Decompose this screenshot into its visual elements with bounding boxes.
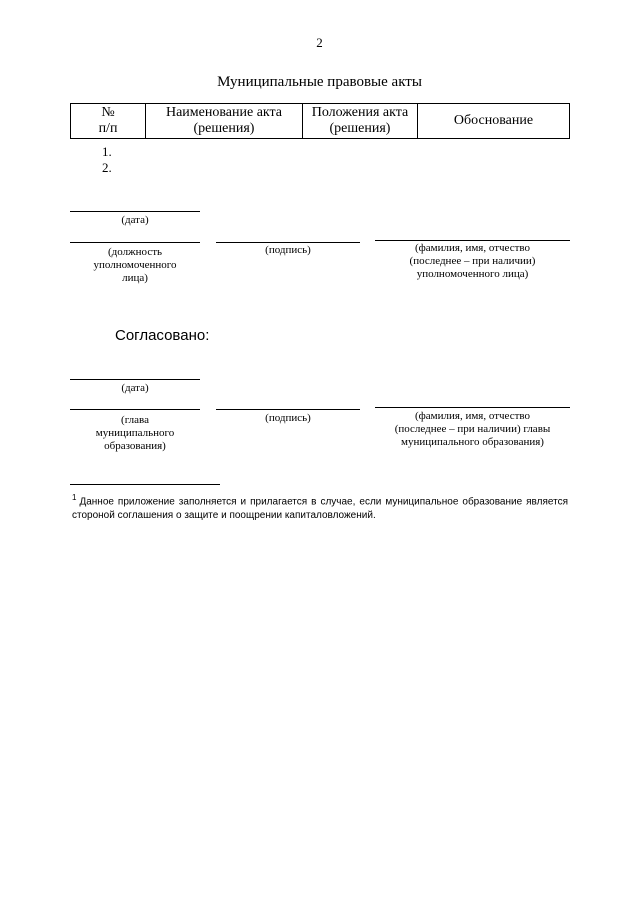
name-label: (фамилия, имя, отчество (последнее – при наличии) уполномоченного лица) [409,242,536,280]
date-line [70,211,200,212]
date-label: (дата) [121,382,149,394]
table-header-row [71,104,570,139]
header-act-name: Наименование акта (решения) [146,104,303,139]
footnote-mark: 1 [72,493,77,502]
position-label: (должность уполномоченного лица) [93,246,177,284]
name-line [375,407,570,408]
footnote-text: Данное приложение заполняется и прилагается в случае, если муниципальное образование является стороной соглашения о защите и поощрении капиталовложений. [72,496,568,522]
footnote [72,491,568,523]
date-line [70,379,200,380]
acts-table [70,103,570,139]
signature-line [216,409,360,410]
table-row-number: 1. [102,144,112,159]
signature-line [216,242,360,243]
name-line [375,240,570,241]
page-number: 2 [316,35,323,50]
position-label: (глава муниципального образования) [95,414,175,452]
date-label: (дата) [121,214,149,226]
agreed-heading: Согласовано: [115,327,210,344]
position-line [70,409,200,410]
position-line [70,242,200,243]
header-justification: Обоснование [418,104,570,139]
header-number: № п/п [71,104,146,139]
signature-label: (подпись) [265,244,311,256]
signature-label: (подпись) [265,412,311,424]
name-label: (фамилия, имя, отчество (последнее – при наличии) главы муниципального образования) [394,410,551,448]
header-act-provisions: Положения акта (решения) [303,104,418,139]
table-row-number: 2. [102,160,112,175]
page-title: Муниципальные правовые акты [217,74,422,90]
footnote-separator [70,484,220,485]
